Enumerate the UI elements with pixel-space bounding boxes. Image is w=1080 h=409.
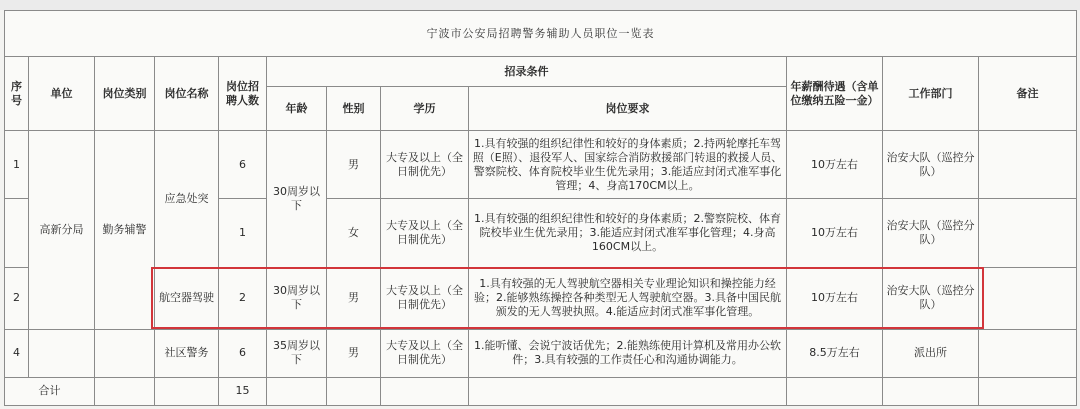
cell-education: 大专及以上（全日制优先） — [381, 267, 469, 329]
cell-requirements: 1.具有较强的组织纪律性和较好的身体素质；2.持两轮摩托车驾照（E照）、退役军人、国家综合消防救援部门转退的救援人员、警察院校、体育院校毕业生优先录用；3.能适应封闭式准军事化管理；4、身高170CM以上。 — [469, 131, 787, 199]
cell-gender: 女 — [327, 199, 381, 267]
cell-age: 30周岁以下 — [267, 131, 327, 267]
table-row — [5, 329, 1077, 377]
cell-education: 大专及以上（全日制优先） — [381, 131, 469, 199]
header-conditions: 招录条件 — [267, 57, 787, 87]
cell-remarks — [979, 329, 1077, 377]
cell-unit — [29, 329, 95, 377]
cell-requirements: 1.具有较强的无人驾驶航空器相关专业理论知识和操控能力经验；2.能够熟练操控各种类型无人驾驶航空器。3.具备中国民航颁发的无人驾驶执照。4.能适应封闭式准军事化管理。 — [469, 267, 787, 329]
header-category: 岗位类别 — [95, 57, 155, 131]
cell-empty — [267, 377, 327, 405]
cell-category: 勤务辅警 — [95, 131, 155, 330]
cell-empty — [155, 377, 219, 405]
cell-count: 1 — [219, 199, 267, 267]
header-education: 学历 — [381, 87, 469, 131]
cell-seq: 2 — [5, 267, 29, 329]
cell-remarks — [979, 199, 1077, 267]
cell-department: 派出所 — [883, 329, 979, 377]
table-row — [5, 267, 1077, 329]
cell-empty — [883, 377, 979, 405]
cell-education: 大专及以上（全日制优先） — [381, 199, 469, 267]
cell-seq: 1 — [5, 131, 29, 199]
cell-empty — [95, 377, 155, 405]
cell-salary: 8.5万左右 — [787, 329, 883, 377]
cell-requirements: 1.具有较强的组织纪律性和较好的身体素质；2.警察院校、体育院校毕业生优先录用；3.能适应封闭式准军事化管理；4.身高160CM以上。 — [469, 199, 787, 267]
cell-seq: 4 — [5, 329, 29, 377]
cell-salary: 10万左右 — [787, 131, 883, 199]
header-count: 岗位招聘人数 — [219, 57, 267, 131]
cell-empty — [327, 377, 381, 405]
cell-gender: 男 — [327, 131, 381, 199]
cell-position: 应急处突 — [155, 131, 219, 267]
cell-remarks — [979, 131, 1077, 199]
cell-remarks — [979, 267, 1077, 329]
cell-empty — [381, 377, 469, 405]
cell-department: 治安大队（巡控分队） — [883, 267, 979, 329]
cell-unit: 高新分局 — [29, 131, 95, 330]
cell-age: 35周岁以下 — [267, 329, 327, 377]
cell-gender: 男 — [327, 267, 381, 329]
table-row — [5, 131, 1077, 199]
cell-empty — [469, 377, 787, 405]
top-margin — [0, 0, 1080, 10]
total-row — [5, 377, 1077, 405]
cell-department: 治安大队（巡控分队） — [883, 199, 979, 267]
cell-count: 2 — [219, 267, 267, 329]
header-unit: 单位 — [29, 57, 95, 131]
header-remarks: 备注 — [979, 57, 1077, 131]
header-department: 工作部门 — [883, 57, 979, 131]
cell-requirements: 1.能听懂、会说宁波话优先；2.能熟练使用计算机及常用办公软件；3.具有较强的工作责任心和沟通协调能力。 — [469, 329, 787, 377]
cell-empty — [979, 377, 1077, 405]
header-position: 岗位名称 — [155, 57, 219, 131]
cell-seq — [5, 199, 29, 267]
cell-empty — [787, 377, 883, 405]
cell-salary: 10万左右 — [787, 199, 883, 267]
cell-age: 30周岁以下 — [267, 267, 327, 329]
cell-gender: 男 — [327, 329, 381, 377]
cell-count: 6 — [219, 131, 267, 199]
total-label: 合计 — [5, 377, 95, 405]
cell-department: 治安大队（巡控分队） — [883, 131, 979, 199]
header-seq: 序号 — [5, 57, 29, 131]
header-salary: 年薪酬待遇（含单位缴纳五险一金） — [787, 57, 883, 131]
cell-position: 社区警务 — [155, 329, 219, 377]
cell-education: 大专及以上（全日制优先） — [381, 329, 469, 377]
cell-salary: 10万左右 — [787, 267, 883, 329]
cell-category — [95, 329, 155, 377]
table-title: 宁波市公安局招聘警务辅助人员职位一览表 — [5, 11, 1077, 57]
cell-position: 航空器驾驶 — [155, 267, 219, 329]
total-count: 15 — [219, 377, 267, 405]
cell-count: 6 — [219, 329, 267, 377]
position-table — [4, 10, 1077, 406]
header-requirements: 岗位要求 — [469, 87, 787, 131]
header-age: 年龄 — [267, 87, 327, 131]
header-gender: 性别 — [327, 87, 381, 131]
